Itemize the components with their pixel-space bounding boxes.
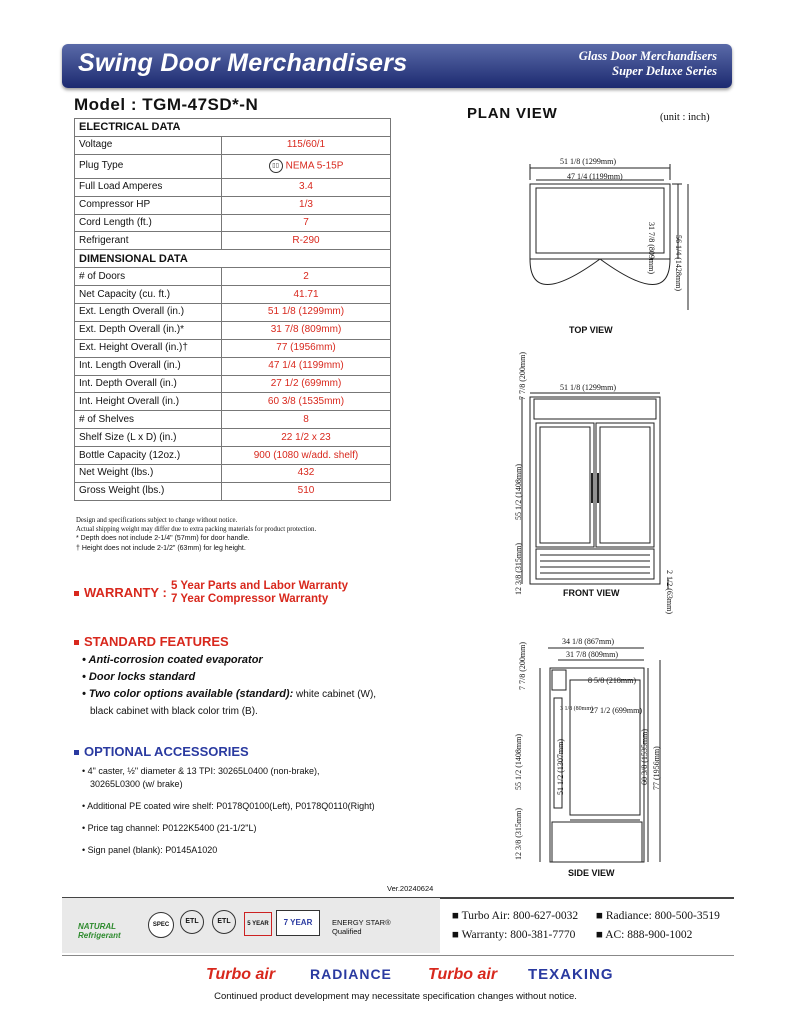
list-item: • Anti-corrosion coated evaporator [82,654,263,666]
dim-leg: 2 1/2 (63mm) [665,570,674,614]
accessory-text: Additional PE coated wire shelf: P0178Q0100(Left), P0178Q0110(Right) [87,801,375,811]
table-row [75,154,391,178]
texaking-logo: TEXAKING [528,966,614,983]
feature-text: Two color options available (standard): [88,688,294,700]
seven-year-warranty-logo: 7 YEAR [276,910,320,936]
standard-features-heading [74,634,229,649]
notes-footnotes [76,534,250,553]
dim-side-c: 27 1/2 (699mm) [590,706,642,715]
contact-text: Turbo Air: 800-627-0032 [461,910,579,922]
row-label: Compressor HP [75,196,222,214]
contact-text: Warranty: 800-381-7770 [461,929,576,941]
contact-text: AC: 888-900-1002 [605,929,693,941]
row-label: Ext. Depth Overall (in.)* [75,321,222,339]
contact-ac: ■ AC: 888-900-1002 [596,929,693,941]
radiance-logo: RADIANCE [310,966,392,982]
row-label: Bottle Capacity (12oz.) [75,447,222,465]
dim-side-d: 51 1/2 (1307mm) [556,739,565,795]
etl-sanitation-logo: ETL [212,910,236,934]
dim-front-mid: 55 1/2 (1408mm) [514,464,523,520]
row-label: Gross Weight (lbs.) [75,482,222,500]
row-label: Int. Length Overall (in.) [75,357,222,375]
dim-side-bottom: 12 3/8 (315mm) [514,808,523,860]
row-value: 27 1/2 (699mm) [222,375,391,393]
table-row [75,304,391,322]
row-value: 115/60/1 [222,136,391,154]
row-label: Cord Length (ft.) [75,214,222,232]
row-label: Int. Depth Overall (in.) [75,375,222,393]
row-label: Ext. Height Overall (in.)† [75,339,222,357]
row-value: 8 [222,411,391,429]
warranty-terms [171,580,348,606]
row-value: 41.71 [222,286,391,304]
list-item: black cabinet with black color trim (B). [90,706,258,717]
row-label: Int. Height Overall (in.) [75,393,222,411]
note-line: * Depth does not include 2-1/4" (57mm) for door handle. [76,535,250,542]
table-row [75,429,391,447]
side-view-drawing [500,640,700,870]
note-line: Design and specifications subject to change without notice. [76,517,238,524]
contact-text: Radiance: 800-500-3519 [605,910,720,922]
list-item: 30265L0300 (w/ brake) [90,779,183,789]
table-row [75,214,391,232]
unit-label: (unit : inch) [660,112,710,123]
accessory-text: 4" caster, ½" diameter & 13 TPI: 30265L0400 (non-brake), [87,766,320,776]
top-view-caption: TOP VIEW [569,325,613,335]
page-title: Swing Door Merchandisers [78,49,408,77]
note-line: † Height does not include 2-1/2" (63mm) for leg height. [76,544,246,552]
feature-text: Door locks standard [88,671,196,683]
etl-logo: ETL [180,910,204,934]
front-view-caption: FRONT VIEW [563,588,620,598]
dim-side-mid: 55 1/2 (1408mm) [514,734,523,790]
row-value: R-290 [222,232,391,250]
dim-side-width-2: 31 7/8 (809mm) [566,650,618,659]
spec-table [74,118,391,501]
row-label: Net Capacity (cu. ft.) [75,286,222,304]
dim-front-width: 51 1/8 (1299mm) [560,383,616,392]
turbo-air-logo: Turbo air [206,966,276,983]
list-item: • Sign panel (blank): P0145A1020 [82,845,218,855]
dimensional-heading: DIMENSIONAL DATA [75,250,391,268]
warranty-line: 5 Year Parts and Labor Warranty [171,580,349,592]
list-item: • Additional PE coated wire shelf: P0178Q0100(Left), P0178Q0110(Right) [82,801,375,811]
bullet-square-icon [74,640,79,645]
table-row [75,178,391,196]
dim-side-b: 3 1/8 (80mm) [560,706,593,712]
table-row [75,465,391,483]
model-number: Model : TGM-47SD*-N [74,95,259,114]
dim-side-h1: 60 3/8 (1535mm) [640,729,649,785]
contact-turbo-air: ■ Turbo Air: 800-627-0032 [452,910,579,922]
table-row [75,411,391,429]
series-line-1: Glass Door Merchandisers [578,49,717,63]
footer-disclaimer: Continued product development may necessitate specification changes without notice. [214,991,577,1002]
front-view-drawing [500,385,700,595]
optional-accessories-heading [74,744,249,759]
plug-icon: ▯▯ [269,159,283,173]
list-item: • Two color options available (standard): white cabinet (W), [82,688,377,700]
electrical-heading: ELECTRICAL DATA [75,119,391,137]
accessory-text: Price tag channel: P0122K5400 (21-1/2"L) [87,823,257,833]
dim-depth-2: 56 1/4 (1428mm) [674,235,683,291]
table-row [75,375,391,393]
table-row [75,482,391,500]
row-value: 77 (1956mm) [222,339,391,357]
spec-logo: SPEC [148,912,174,938]
dim-depth-1: 31 7/8 (809mm) [647,222,656,274]
row-label: Net Weight (lbs.) [75,465,222,483]
side-view-caption: SIDE VIEW [568,868,615,878]
table-row [75,136,391,154]
optional-accessories-list [82,765,375,857]
table-row [75,286,391,304]
contact-radiance: ■ Radiance: 800-500-3519 [596,910,720,922]
plug-type-value: NEMA 5-15P [285,160,344,172]
row-value: 7 [222,214,391,232]
row-value [222,154,391,178]
row-value: 60 3/8 (1535mm) [222,393,391,411]
row-value: 51 1/8 (1299mm) [222,304,391,322]
row-value: 432 [222,465,391,483]
dim-width-int: 47 1/4 (1199mm) [567,172,623,181]
row-label: Plug Type [75,154,222,178]
row-value: 3.4 [222,178,391,196]
row-label: Full Load Amperes [75,178,222,196]
bullet-square-icon [74,591,79,596]
notes-serif [76,516,316,534]
version-label: Ver.20240624 [387,884,434,893]
list-item: • Door locks standard [82,671,196,683]
top-view-drawing [510,160,700,320]
energy-star-label: ENERGY STAR® Qualified [332,918,391,936]
warranty-line: 7 Year Compressor Warranty [171,593,329,605]
table-row [75,196,391,214]
table-row [75,321,391,339]
optional-accessories-label: OPTIONAL ACCESSORIES [84,744,249,759]
series-line-2: Super Deluxe Series [612,64,717,78]
bullet-square-icon [74,750,79,755]
dim-side-a: 8 5/8 (218mm) [588,676,636,685]
feature-text: white cabinet (W), [293,689,377,700]
table-row [75,268,391,286]
row-value: 510 [222,482,391,500]
row-label: # of Shelves [75,411,222,429]
list-item: • Price tag channel: P0122K5400 (21-1/2"L) [82,823,257,833]
series-label [579,49,717,79]
row-label: Shelf Size (L x D) (in.) [75,429,222,447]
dim-side-width-1: 34 1/8 (867mm) [562,637,614,646]
table-row [75,393,391,411]
table-row [75,357,391,375]
dim-width-ext: 51 1/8 (1299mm) [560,157,616,166]
natural-refrigerant-logo: NATURAL Refrigerant [78,922,121,940]
row-value: 900 (1080 w/add. shelf) [222,447,391,465]
row-value: 31 7/8 (809mm) [222,321,391,339]
dim-front-top: 7 7/8 (200mm) [518,352,527,400]
five-year-warranty-logo: 5 YEAR [244,912,272,936]
row-value: 1/3 [222,196,391,214]
standard-features-list [82,652,376,720]
row-value: 47 1/4 (1199mm) [222,357,391,375]
warranty-heading [74,585,167,600]
dim-side-h2: 77 (1956mm) [652,746,661,790]
feature-text: Anti-corrosion coated evaporator [88,654,263,666]
warranty-label: WARRANTY : [84,585,167,600]
certification-logos [62,898,440,953]
list-item: • 4" caster, ½" diameter & 13 TPI: 30265L0400 (non-brake), [82,766,320,776]
table-row [75,232,391,250]
row-value: 2 [222,268,391,286]
table-row [75,447,391,465]
dim-side-top: 7 7/8 (200mm) [518,642,527,690]
row-label: Voltage [75,136,222,154]
row-value: 22 1/2 x 23 [222,429,391,447]
table-row [75,339,391,357]
dim-front-bottom: 12 3/8 (315mm) [514,543,523,595]
row-label: Ext. Length Overall (in.) [75,304,222,322]
accessory-text: Sign panel (blank): P0145A1020 [87,845,218,855]
standard-features-label: STANDARD FEATURES [84,634,229,649]
turbo-air-ac-logo: Turbo air [428,966,498,983]
row-label: # of Doors [75,268,222,286]
contact-warranty: ■ Warranty: 800-381-7770 [452,929,576,941]
plan-view-heading: PLAN VIEW [467,105,558,122]
row-label: Refrigerant [75,232,222,250]
note-line: Actual shipping weight may differ due to extra packing materials for product protection. [76,526,317,533]
